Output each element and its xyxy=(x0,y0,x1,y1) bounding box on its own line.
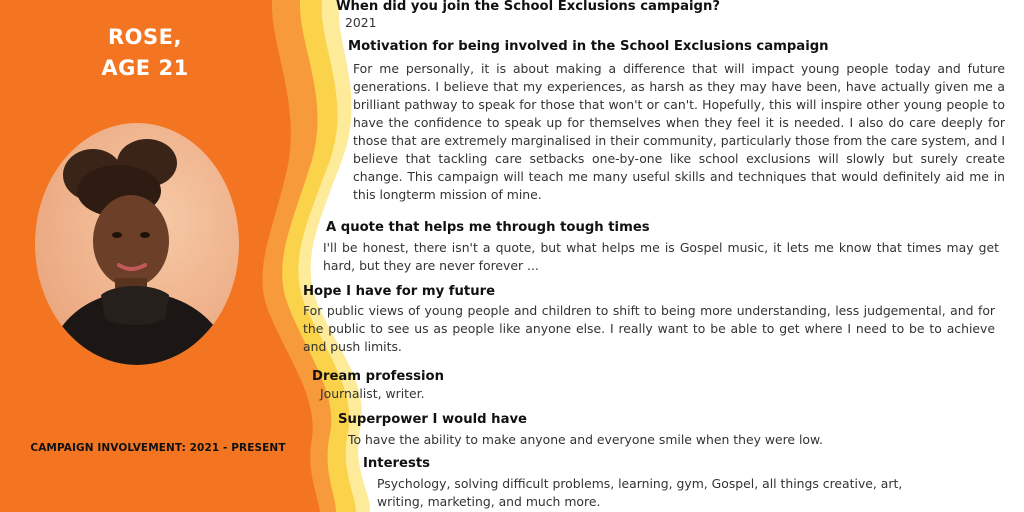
profile-age: AGE 21 xyxy=(101,56,189,80)
hope-heading: Hope I have for my future xyxy=(303,284,496,299)
superpower-text: To have the ability to make anyone and everyone smile when they were low. xyxy=(348,432,823,447)
interests-heading: Interests xyxy=(363,456,430,471)
profile-name-block xyxy=(60,22,230,84)
campaign-involvement: CAMPAIGN INVOLVEMENT: 2021 - PRESENT xyxy=(30,442,286,454)
joined-heading: When did you join the School Exclusions campaign? xyxy=(336,0,721,14)
portrait-photo xyxy=(35,123,240,365)
interests-text: Psychology, solving difficult problems, learning, gym, Gospel, all things creative, art, writing, marketing, and much more. xyxy=(377,476,903,509)
quote-heading: A quote that helps me through tough times xyxy=(326,220,650,235)
dream-heading: Dream profession xyxy=(312,369,444,384)
superpower-heading: Superpower I would have xyxy=(338,412,528,427)
joined-text: 2021 xyxy=(345,15,377,30)
motivation-text: For me personally, it is about making a difference that will impact young people today and future generations. I believe that my experiences, as harsh as they may have been, have actually given me a brilliant pathway to speak for those that won't or can't. Hopefully, this will inspire other young people to have the confidence to speak up for themselves when they feel it is needed. I also do care deeply for those that are extremely marginalised in their community, particularly those from the care system, and I believe that tackling care setbacks one-by-one like school exclusions will slowly but surely create change. This campaign will teach me many useful skills and techniques that would definitely aid me in this longterm mission of mine. xyxy=(353,61,1005,202)
motivation-heading: Motivation for being involved in the School Exclusions campaign xyxy=(348,39,829,54)
dream-text: Journalist, writer. xyxy=(320,386,425,401)
profile-name: ROSE, xyxy=(108,25,182,49)
quote-text: I'll be honest, there isn't a quote, but what helps me is Gospel music, it lets me know that times may get hard, but they are never forever ... xyxy=(323,240,999,273)
hope-text: For public views of young people and children to shift to being more understanding, less judgemental, and for the public to see us as people like anyone else. I really want to be able to get where I need to be to achieve and push limits. xyxy=(303,303,995,354)
